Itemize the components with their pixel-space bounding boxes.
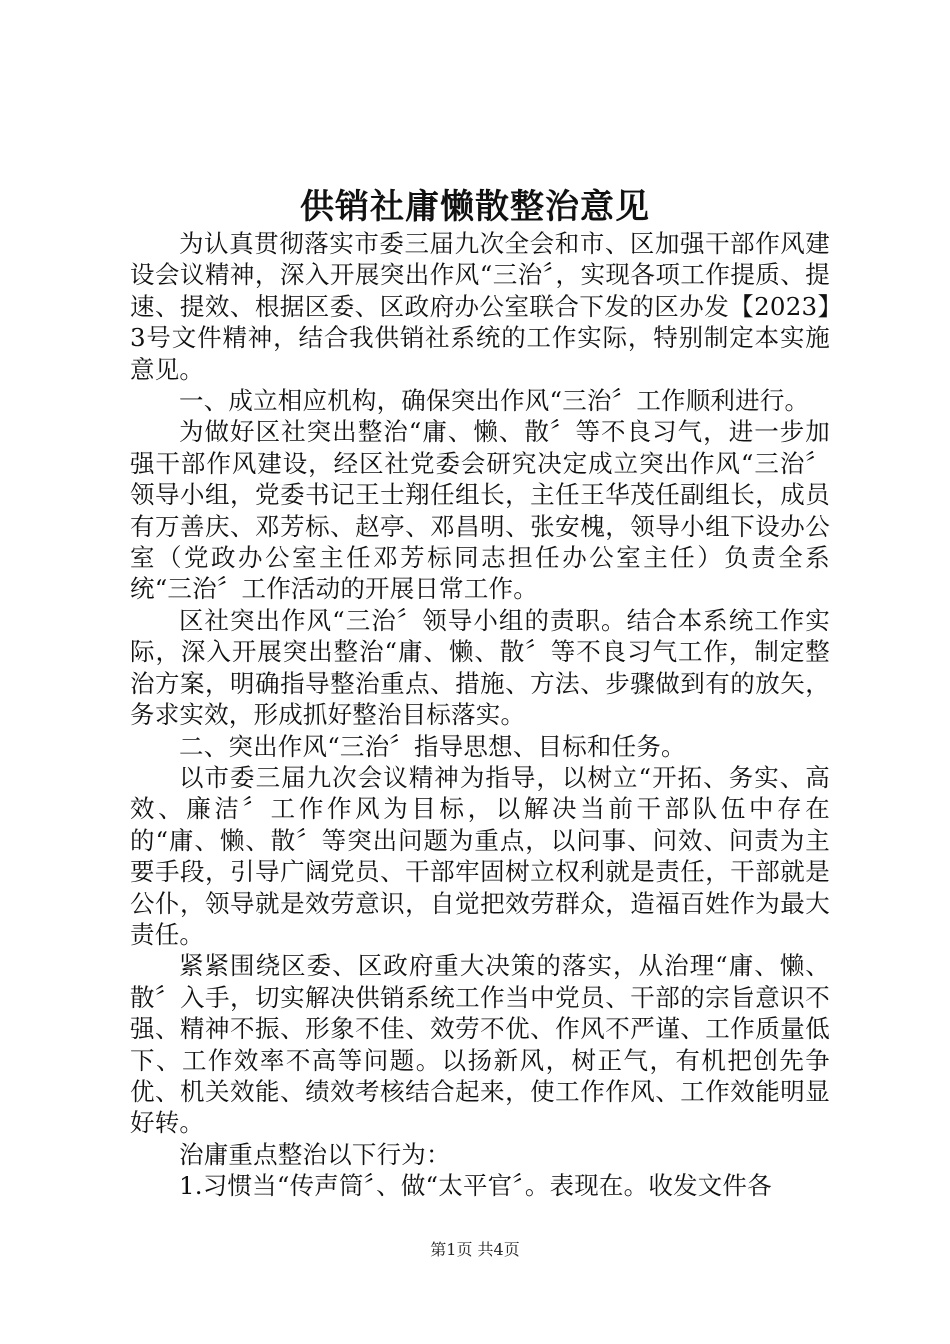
paragraph-leadership-group: 为做好区社突出整治“庸、懒、散〞等不良习气，进一步加强干部作风建设，经区社党委会研究决定成立突出作风“三治〞领导小组，党委书记王士翔任组长，主任王华茂任副组长，成员有万善庆、邓芳标、赵亭、邓昌明、张安槐，领导小组下设办公室（党政办公室主任邓芳标同志担任办公室主任）负责全系统“三治〞工作活动的开展日常工作。	[130, 417, 830, 604]
paragraph-tasks: 紧紧围绕区委、区政府重大决策的落实，从治理“庸、懒、散〞入手，切实解决供销系统工作当中党员、干部的宗旨意识不强、精神不振、形象不佳、效劳不优、作风不严谨、工作质量低下、工作效率不高等问题。以扬新风，树正气，有机把创先争优、机关效能、绩效考核结合起来，使工作作风、工作效能明显好转。	[130, 951, 830, 1138]
paragraph-focus-intro: 治庸重点整治以下行为：	[179, 1139, 451, 1169]
document-title: 供销社庸懒散整治意见	[300, 187, 650, 227]
section-heading-1: 一、成立相应机构，确保突出作风“三治〞工作顺利进行。	[179, 386, 810, 416]
paragraph-group-duties: 区社突出作风“三治〞领导小组的责职。结合本系统工作实际，深入开展突出整治“庸、懒、散〞等不良习气工作，制定整治方案，明确指导整治重点、措施、方法、步骤做到有的放矢，务求实效，形成抓好整治目标落实。	[130, 605, 830, 730]
section-heading-2: 二、突出作风“三治〞指导思想、目标和任务。	[179, 731, 686, 761]
paragraph-guiding-thought: 以市委三届九次会议精神为指导，以树立“开拓、务实、高效、廉洁〞工作作风为目标，以解决当前干部队伍中存在的“庸、懒、散〞等突出问题为重点，以问事、问效、问责为主要手段，引导广阔党员、干部牢固树立权利就是责任，干部就是公仆，领导就是效劳意识，自觉把效劳群众，造福百姓作为最大责任。	[130, 762, 830, 949]
paragraph-item-1: 1.习惯当“传声筒〞、做“太平官〞。表现在。收发文件各	[179, 1171, 772, 1201]
page-number-footer: 第1页 共4页	[430, 1240, 520, 1259]
document-body	[130, 228, 830, 1202]
paragraph-intro: 为认真贯彻落实市委三届九次全会和市、区加强干部作风建设会议精神，深入开展突出作风“三治〞，实现各项工作提质、提速、提效、根据区委、区政府办公室联合下发的区办发【2023】3号文件精神，结合我供销社系统的工作实际，特别制定本实施意见。	[130, 229, 830, 384]
